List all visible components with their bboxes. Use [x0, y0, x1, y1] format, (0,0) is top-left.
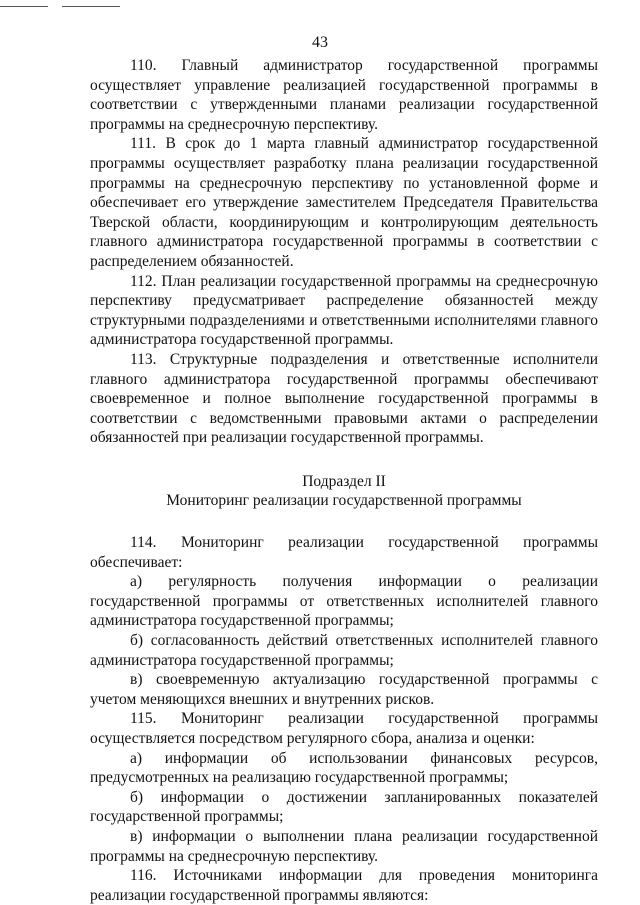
page-number: 43 [312, 34, 328, 51]
subsection-title: Мониторинг реализации государственной программы [166, 492, 522, 510]
paragraph-115-b: б) информации о достижении запланированных показателей государственной программы; [90, 788, 598, 826]
subsection-label: Подраздел II [302, 472, 386, 490]
document-body [90, 56, 598, 905]
scan-edge-line [62, 6, 120, 7]
paragraph-114-b: б) согласованность действий ответственных исполнителей главного администратора государственной программы; [90, 632, 598, 669]
paragraph-112: 112. План реализации государственной программы на среднесрочную перспективу предусматривает распределение обязанностей между структурными подразделениями и ответственными исполнителями главного администратора государственной программы. [90, 272, 598, 349]
paragraph-114-c: в) своевременную актуализацию государственной программы с учетом меняющихся внешних и внутренних рисков. [90, 671, 598, 708]
scan-edge-line [0, 6, 48, 7]
paragraph-114: 114. Мониторинг реализации государственной программы обеспечивает: [90, 534, 598, 571]
paragraph-114-a: а) регулярность получения информации о реализации государственной программы от ответственных исполнителей главного администратора государственной программы; [90, 573, 598, 630]
paragraph-110: 110. Главный администратор государственной программы осуществляет управление реализацией государственной программы в соответствии с утвержденными планами реализации государственной программы на среднесрочную перспективу. [90, 57, 598, 133]
paragraph-113: 113. Структурные подразделения и ответственные исполнители главного администратора государственной программы обеспечивают своевременное и полное выполнение государственной программы в соответствии с ведомственными правовыми актами о распределении обязанностей при реализации государственной программы. [90, 350, 598, 447]
paragraph-115-a: а) информации об использовании финансовых ресурсов, предусмотренных на реализацию государственной программы; [90, 749, 598, 787]
paragraph-115: 115. Мониторинг реализации государственной программы осуществляется посредством регулярного сбора, анализа и оценки: [90, 710, 598, 747]
paragraph-111: 111. В срок до 1 марта главный администратор государственной программы осуществляет разработку плана реализации государственной программы на среднесрочную перспективу по установленной форме и обеспечивает его утверждение заместителем Председателя Правительства Тверской области, координирующим и контролирующим деятельность главного администратора государственной программы в соответствии с распределением обязанностей. [90, 135, 598, 270]
paragraph-116: 116. Источниками информации для проведения мониторинга реализации государственной программы являются: [90, 867, 598, 904]
paragraph-115-c: в) информации о выполнении плана реализации государственной программы на среднесрочную перспективу. [90, 827, 598, 865]
